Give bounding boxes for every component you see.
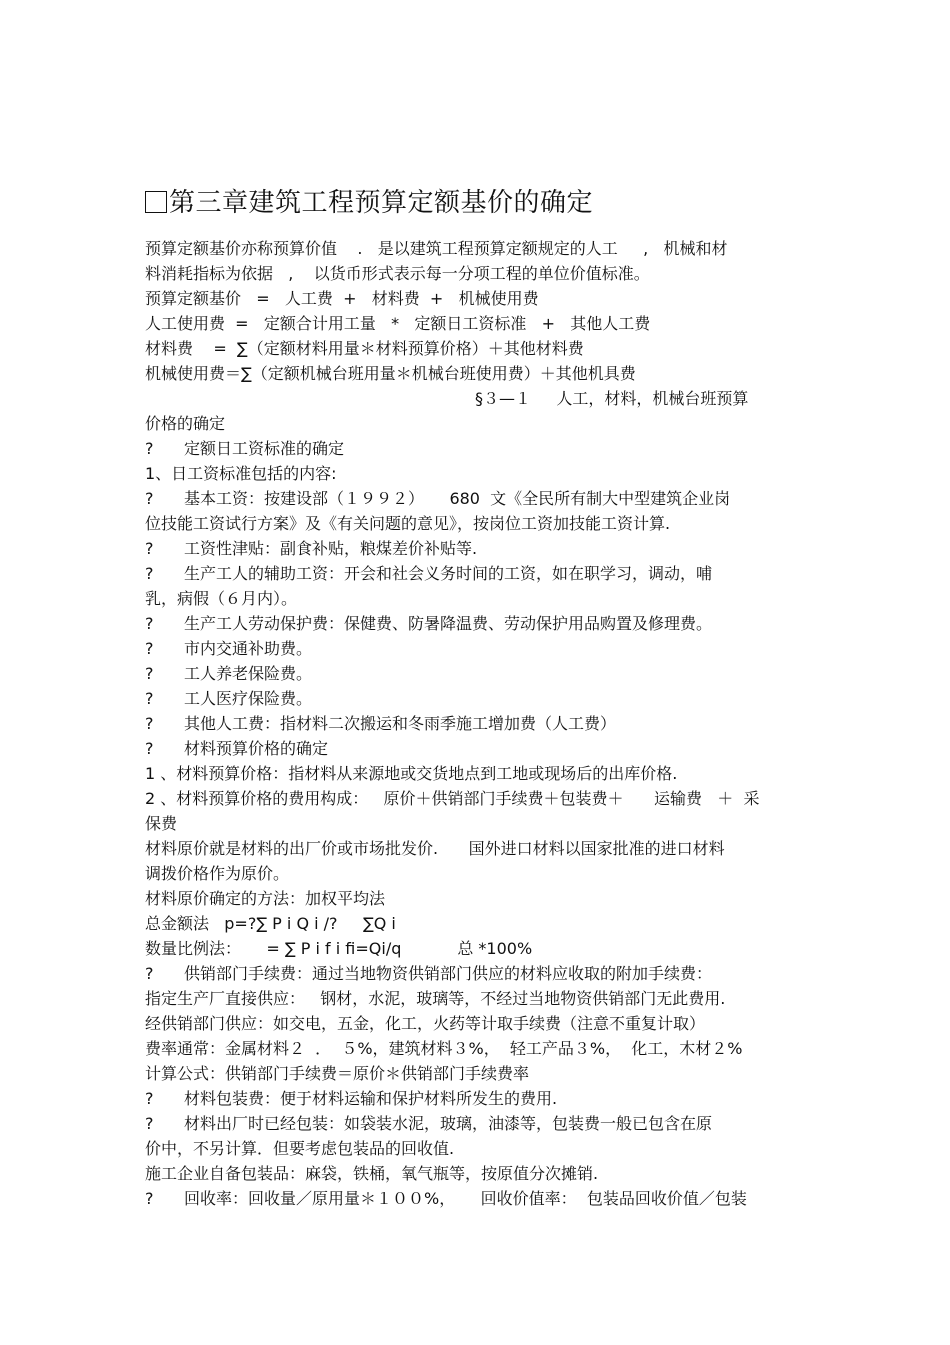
- text-line: ? 生产工人劳动保护费：保健费、防暑降温费、劳动保护用品购置及修理费。: [145, 614, 713, 633]
- chapter-title: [145, 185, 593, 221]
- text-line: §３—１ 人工，材料，机械台班预算: [475, 389, 749, 408]
- text-line: ? 材料出厂时已经包装：如袋装水泥，玻璃，油漆等，包装费一般已包含在原: [145, 1114, 713, 1133]
- text-line: 总金额法 p=?∑ P i Q i /? ∑Q i: [145, 914, 396, 933]
- text-line: 位技能工资试行方案》及《有关问题的意见》，按岗位工资加技能工资计算.: [145, 514, 671, 533]
- text-line: 人工使用费 = 定额合计用工量 * 定额日工资标准 + 其他人工费: [145, 314, 651, 333]
- text-line: ? 回收率：回收量／原用量＊１００%， 回收价值率： 包装品回收价值／包装: [145, 1189, 747, 1208]
- text-line: ? 市内交通补助费。: [145, 639, 313, 658]
- text-line: 价中，不另计算．但要考虑包装品的回收值.: [145, 1139, 455, 1158]
- text-line: ? 生产工人的辅助工资：开会和社会义务时间的工资，如在职学习，调动，哺: [145, 564, 713, 583]
- text-line: 材料原价确定的方法：加权平均法: [145, 889, 386, 908]
- text-line: 1、日工资标准包括的内容:: [145, 464, 337, 483]
- text-line: 数量比例法： = ∑ P i f i fi=Qi/q 总 *100%: [145, 939, 533, 958]
- chapter-title-text: 第三章建筑工程预算定额基价的确定: [169, 188, 594, 218]
- text-line: ? 工人养老保险费。: [145, 664, 313, 683]
- text-line: ? 材料预算价格的确定: [145, 739, 329, 758]
- text-line: 2 、材料预算价格的费用构成： 原价＋供销部门手续费＋包装费＋ 运输费 ＋ 采: [145, 789, 760, 808]
- text-line: 价格的确定: [145, 414, 226, 433]
- text-line: 指定生产厂直接供应： 钢材，水泥，玻璃等，不经过当地物资供销部门无此费用.: [145, 989, 726, 1008]
- text-line: 计算公式：供销部门手续费＝原价＊供销部门手续费率: [145, 1064, 530, 1083]
- text-line: 机械使用费＝∑（定额机械台班用量＊机械台班使用费）＋其他机具费: [145, 364, 636, 383]
- checkbox-square-icon: [145, 191, 167, 213]
- text-line: 预算定额基价 = 人工费 + 材料费 + 机械使用费: [145, 289, 539, 308]
- text-line: 经供销部门供应：如交电，五金，化工，火药等计取手续费（注意不重复计取）: [145, 1014, 706, 1033]
- text-line: 调拨价格作为原价。: [145, 864, 290, 883]
- body-text: [145, 236, 815, 1211]
- text-line: 材料费 = ∑（定额材料用量＊材料预算价格）＋其他材料费: [145, 339, 584, 358]
- text-line: ? 工人医疗保险费。: [145, 689, 313, 708]
- text-line: ? 基本工资：按建设部（１９９２） 680 文《全民所有制大中型建筑企业岗: [145, 489, 731, 508]
- text-line: ? 定额日工资标准的确定: [145, 439, 345, 458]
- text-line: ? 工资性津贴：副食补贴，粮煤差价补贴等.: [145, 539, 478, 558]
- text-line: ? 其他人工费：指材料二次搬运和冬雨季施工增加费（人工费）: [145, 714, 617, 733]
- text-line: 预算定额基价亦称预算价值 . 是以建筑工程预算定额规定的人工 , 机械和材: [145, 239, 728, 258]
- text-line: ? 材料包装费：便于材料运输和保护材料所发生的费用.: [145, 1089, 558, 1108]
- text-line: 1 、材料预算价格：指材料从来源地或交货地点到工地或现场后的出库价格.: [145, 764, 678, 783]
- text-line: ? 供销部门手续费：通过当地物资供销部门供应的材料应收取的附加手续费：: [145, 964, 713, 983]
- text-line: 保费: [145, 814, 178, 833]
- text-line: 材料原价就是材料的出厂价或市场批发价. 国外进口材料以国家批准的进口材料: [145, 839, 725, 858]
- text-line: 料消耗指标为依据 , 以货币形式表示每一分项工程的单位价值标准。: [145, 264, 650, 283]
- text-line: 乳，病假（６月内）。: [145, 589, 298, 608]
- text-line: 施工企业自备包装品：麻袋，铁桶，氧气瓶等，按原值分次摊销.: [145, 1164, 599, 1183]
- text-line: 费率通常：金属材料２ ． ５%，建筑材料３%， 轻工产品３%， 化工，木材２%: [145, 1039, 743, 1058]
